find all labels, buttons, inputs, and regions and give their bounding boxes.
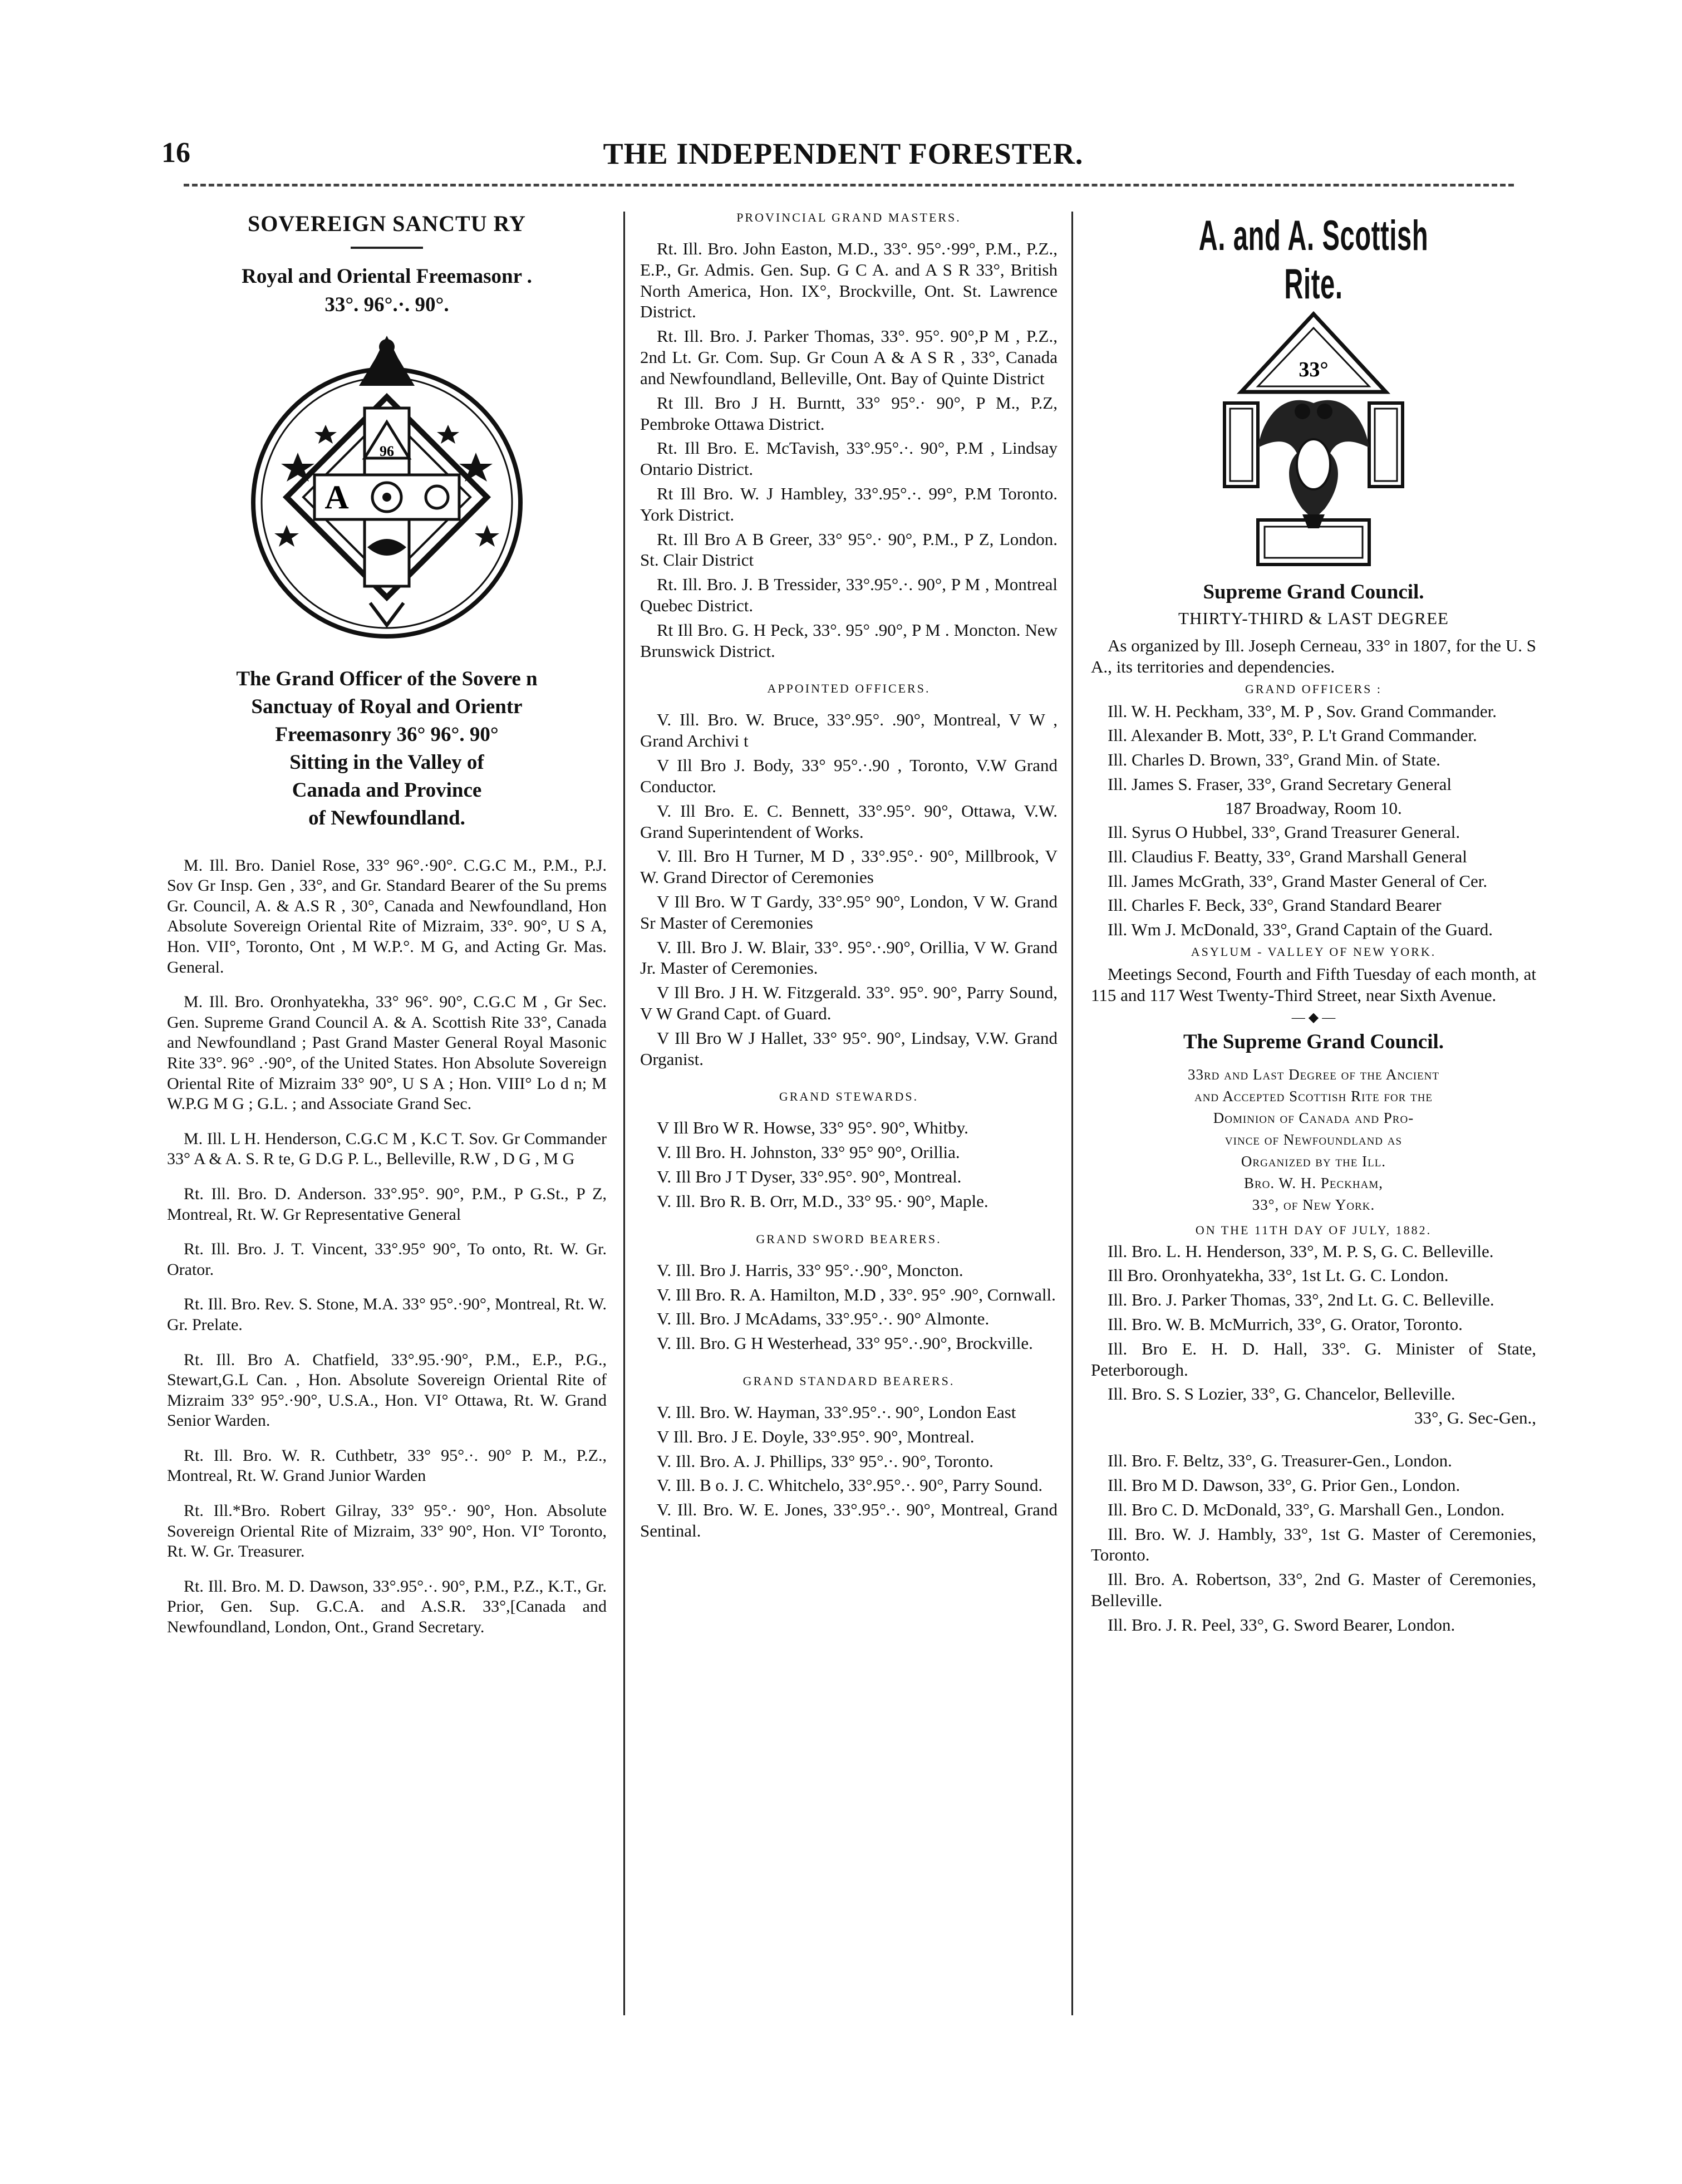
caption-line: of Newfoundland.	[308, 806, 465, 830]
officer-entry: Ill. James S. Fraser, 33°, Grand Secretary General	[1108, 774, 1452, 794]
scottish-rite-title: A. and A. Scottish Rite.	[1198, 212, 1429, 308]
member-entry: Ill. Bro M D. Dawson, 33°, G. Prior Gen., London.	[1108, 1475, 1460, 1495]
officer-entry: Ill. W. H. Peckham, 33°, M. P , Sov. Grand Commander.	[1108, 701, 1497, 721]
officer-entry: V. Ill. Bro R. B. Orr, M.D., 33° 95.· 90°, Maple.	[657, 1191, 988, 1211]
member-entry: Ill. Bro C. D. McDonald, 33°, G. Marshall Gen., London.	[1108, 1499, 1505, 1519]
emblem-letter: A	[324, 479, 349, 516]
officer-entry: Ill. Claudius F. Beatty, 33°, Grand Marshall General	[1108, 846, 1467, 866]
officer-entry: V. Ill Bro. E. C. Bennett, 33°.95°. 90°, Ottawa, V.W. Grand Superintendent of Works.	[640, 801, 1058, 842]
column-divider-1	[623, 212, 625, 2015]
officer-entry: Rt. Ill. Bro A. Chatfield, 33°.95.·90°, P.M., E.P., P.G., Stewart,G.L Can. , Hon. Absolute Sovereign Oriental Rite of Mizraim 33° 95°.·90°, U.S.A., Hon. VI° Ottawa, Rt. W. Grand Senior Warden.	[167, 1350, 607, 1430]
sanctuary-heading: SOVEREIGN SANCTU RY	[248, 211, 526, 236]
officer-entry: V Ill Bro. W T Gardy, 33°.95° 90°, London, V W. Grand Sr Master of Ceremonies	[640, 891, 1058, 933]
officer-entry: Rt Ill Bro. W. J Hambley, 33°.95°.·. 99°, P.M Toronto. York District.	[640, 483, 1058, 524]
emblem-number: 96	[380, 443, 394, 459]
officer-entry: Rt. Ill. Bro. J. B Tressider, 33°.95°.·. 90°, P M , Montreal Quebec District.	[640, 575, 1058, 615]
officer-entry: M. Ill. L H. Henderson, C.G.C M , K.C T. Sov. Gr Commander 33° A & A. S. R te, G D.G P. L., Belleville, R.W , D G , M G	[167, 1129, 607, 1169]
sanctuary-degrees: 33°. 96°.·. 90°.	[324, 293, 449, 316]
caption-line: Sanctuay of Royal and Orientr	[251, 695, 523, 718]
degree-line: Dominion of Canada and Pro-	[1213, 1109, 1414, 1126]
council-address: 187 Broadway, Room 10.	[1225, 798, 1402, 818]
page-number: 16	[161, 137, 190, 169]
officer-entry: V Ill Bro W R. Howse, 33° 95°. 90°, Whitby.	[657, 1118, 968, 1138]
member-entry: Ill. Bro. J. Parker Thomas, 33°, 2nd Lt. G. C. Belleville.	[1108, 1290, 1494, 1310]
officer-entry: V. Ill. Bro. J McAdams, 33°.95°.·. 90° Almonte.	[657, 1309, 990, 1329]
officer-entry: Rt. Ill Bro A B Greer, 33° 95°.· 90°, P.M., P Z, London. St. Clair District	[640, 529, 1058, 570]
officer-entry: V. Ill. Bro. W. Bruce, 33°.95°. .90°, Montreal, V W , Grand Archivi t	[640, 710, 1058, 751]
officer-entry: V. Ill. Bro J. Harris, 33° 95°.·.90°, Moncton.	[657, 1260, 963, 1280]
sanctuary-caption	[167, 665, 607, 832]
caption-line: The Grand Officer of the Sovere n	[236, 668, 538, 690]
member-entry: Ill. Bro. W. B. McMurrich, 33°, G. Orator, Toronto.	[1108, 1314, 1463, 1334]
member-entry: Ill. Bro. J. R. Peel, 33°, G. Sword Bearer, London.	[1108, 1614, 1455, 1635]
officer-entry: V Ill Bro. J H. W. Fitzgerald. 33°. 95°. 90°, Parry Sound, V W Grand Capt. of Guard.	[640, 983, 1058, 1023]
officer-entry: M. Ill. Bro. Oronhyatekha, 33° 96°. 90°, C.G.C M , Gr Sec. Gen. Supreme Grand Council A. & A. Scottish Rite 33°, Canada and Newfoundland ; Past Grand Master General Royal Masonic Rite 33°. 96° .·90°, of the United States. Hon Absolute Sovereign Oriental Rite of Mizraim 33° 90°, U S A ; Hon. VIII° Lo d n; M W.P.G M G ; G.L. ; and Associate Grand Sec.	[167, 993, 607, 1113]
officer-entry: V. Ill Bro J T Dyser, 33°.95°. 90°, Montreal.	[657, 1167, 962, 1187]
officer-entry: Ill. James McGrath, 33°, Grand Master General of Cer.	[1108, 871, 1488, 891]
member-entry: Ill Bro. Oronhyatekha, 33°, 1st Lt. G. C. London.	[1108, 1265, 1449, 1285]
officer-entry: Ill. Wm J. McDonald, 33°, Grand Captain of the Guard.	[1108, 920, 1493, 940]
double-eagle-cross-icon	[1219, 308, 1408, 570]
supreme-council-heading: The Supreme Grand Council.	[1183, 1030, 1444, 1053]
caption-line: Canada and Province	[292, 778, 482, 802]
column-scottish-rite	[1091, 206, 1536, 2054]
column-provincial-masters	[640, 206, 1058, 2054]
officer-entry: Rt Ill Bro. G. H Peck, 33°. 95° .90°, P M . Moncton. New Brunswick District.	[640, 620, 1058, 661]
officer-entry: Ill. Charles D. Brown, 33°, Grand Min. of State.	[1108, 750, 1440, 770]
rite-emblem-icon	[231, 325, 543, 653]
member-entry: Ill. Bro. S. S Lozier, 33°, G. Chancelor, Belleville.	[1108, 1384, 1455, 1404]
degree-block	[1091, 1064, 1536, 1216]
divider	[351, 247, 423, 249]
sec-gen-line: 33°, G. Sec-Gen.,	[1414, 1408, 1536, 1428]
section-heading: ASYLUM - VALLEY OF NEW YORK.	[1191, 944, 1437, 959]
officer-entry: V. Ill Bro. R. A. Hamilton, M.D , 33°. 95° .90°, Cornwall.	[657, 1284, 1056, 1304]
degree-line: vince of Newfoundland as	[1224, 1131, 1403, 1148]
degree-line: Organized by the Ill.	[1241, 1153, 1386, 1170]
section-heading: GRAND STANDARD BEARERS.	[742, 1373, 955, 1388]
date-line: ON THE 11TH DAY OF JULY, 1882.	[1195, 1223, 1432, 1237]
officer-entry: Rt. Ill. Bro. D. Anderson. 33°.95°. 90°, P.M., P G.St., P Z, Montreal, Rt. W. Gr Representative General	[167, 1184, 607, 1224]
member-entry: Ill. Bro. W. J. Hambly, 33°, 1st G. Master of Ceremonies, Toronto.	[1091, 1524, 1536, 1565]
officer-entry: V. Ill. Bro. A. J. Phillips, 33° 95°.·. 90°, Toronto.	[657, 1451, 994, 1471]
officer-entry: Rt. Ill. Bro. Rev. S. Stone, M.A. 33° 95°.·90°, Montreal, Rt. W. Gr. Prelate.	[167, 1295, 607, 1334]
officer-entry: Rt. Ill. Bro. J. T. Vincent, 33°.95° 90°, To onto, Rt. W. Gr. Orator.	[167, 1240, 607, 1279]
ornament-divider: — ◆ —	[1291, 1010, 1336, 1025]
degree-line: 33rd and Last Degree of the Ancient	[1187, 1066, 1440, 1083]
section-heading: GRAND SWORD BEARERS.	[756, 1231, 942, 1246]
officer-entry: V. Ill. Bro. W. Hayman, 33°.95°.·. 90°, London East	[657, 1402, 1016, 1422]
officer-entry: V. Ill. B o. J. C. Whitchelo, 33°.95°.·. 90°, Parry Sound.	[657, 1475, 1043, 1495]
officer-entry: V. Ill. Bro H Turner, M D , 33°.95°.· 90°, Millbrook, V W. Grand Director of Ceremonies	[640, 846, 1058, 887]
header-rule	[184, 184, 1514, 187]
officer-entry: Ill. Charles F. Beck, 33°, Grand Standard Bearer	[1108, 895, 1442, 915]
officer-entry: V. Ill Bro. H. Johnston, 33° 95° 90°, Orillia.	[657, 1142, 960, 1162]
section-heading: PROVINCIAL GRAND MASTERS.	[736, 210, 961, 224]
member-entry: Ill. Bro. A. Robertson, 33°, 2nd G. Master of Ceremonies, Belleville.	[1091, 1569, 1536, 1611]
officer-entry: Rt. Ill.*Bro. Robert Gilray, 33° 95°.· 90°, Hon. Absolute Sovereign Oriental Rite of Mizraim, 33° 90°, Hon. VI° Toronto, Rt. W. Gr. Treasurer.	[167, 1501, 607, 1561]
column-sovereign-sanctuary	[167, 206, 607, 2054]
caption-line: Sitting in the Valley of	[289, 750, 484, 774]
degree-line: 33°, of New York.	[1252, 1196, 1375, 1214]
caption-line: Freemasonry 36° 96°. 90°	[275, 723, 499, 746]
degree-line: Bro. W. H. Peckham,	[1243, 1175, 1384, 1192]
section-heading: APPOINTED OFFICERS.	[767, 681, 931, 696]
emblem-degree: 33°	[1299, 358, 1329, 381]
officer-entry: Rt. Ill. Bro. W. R. Cuthbetr, 33° 95°.·. 90° P. M., P.Z., Montreal, Rt. W. Grand Junior Warden	[167, 1446, 607, 1485]
officer-entry: Rt. Ill. Bro. J. Parker Thomas, 33°. 95°. 90°,P M , P.Z., 2nd Lt. Gr. Com. Sup. Gr Coun A & A S R , 33°, Canada and Newfoundland, Belleville, Ont. Bay of Quinte District	[640, 326, 1058, 388]
supreme-grand-council-heading: Supreme Grand Council.	[1203, 581, 1424, 603]
member-entry: Ill. Bro. L. H. Henderson, 33°, M. P. S, G. C. Belleville.	[1108, 1241, 1494, 1261]
degree-line: THIRTY-THIRD & LAST DEGREE	[1178, 608, 1449, 628]
sanctuary-subheading: Royal and Oriental Freemasonr .	[242, 265, 532, 288]
officer-entry: M. Ill. Bro. Daniel Rose, 33° 96°.·90°. C.G.C M., P.M., P.J. Sov Gr Insp. Gen , 33°, and Gr. Standard Bearer of the Su prems Gr. Council, A. & A.S R , 30°, Canada and Newfoundland, Hon Absolute Sovereign Oriental Rite of Mizraim, 33°. 90°, U S A, Hon. VII°, Toronto, Ont , M W.P.°. M G, and Acting Gr. Mas. General.	[167, 856, 607, 976]
officer-entry: V Ill Bro J. Body, 33° 95°.·.90 , Toronto, V.W Grand Conductor.	[640, 755, 1058, 796]
officer-entry: Rt. Ill. Bro. John Easton, M.D., 33°. 95°.·99°, P.M., P.Z., E.P., Gr. Admis. Gen. Sup. G C A. and A S R 33°, British North America, Hon. IX°, Brockville, Ont. St. Lawrence District.	[640, 239, 1058, 322]
officer-entry: Rt Ill. Bro J H. Burntt, 33° 95°.· 90°, P M., P.Z, Pembroke Ottawa District.	[640, 392, 1058, 434]
degree-line: and Accepted Scottish Rite for the	[1194, 1087, 1433, 1105]
council-intro: As organized by Ill. Joseph Cerneau, 33° in 1807, for the U. S A., its territories and dependencies.	[1091, 636, 1536, 676]
member-entry: Ill. Bro E. H. D. Hall, 33°. G. Minister of State, Peterborough.	[1091, 1338, 1536, 1380]
section-heading: GRAND OFFICERS :	[1245, 681, 1383, 696]
officer-entry: Ill. Syrus O Hubbel, 33°, Grand Treasurer General.	[1108, 822, 1460, 842]
member-entry: Ill. Bro. F. Beltz, 33°, G. Treasurer-Gen., London.	[1108, 1451, 1452, 1471]
officer-entry: V Ill Bro W J Hallet, 33° 95°. 90°, Lindsay, V.W. Grand Organist.	[640, 1028, 1058, 1069]
officer-entry: V. Ill. Bro. W. E. Jones, 33°.95°.·. 90°, Montreal, Grand Sentinal.	[640, 1500, 1058, 1540]
officer-entry: V Ill. Bro. J E. Doyle, 33°.95°. 90°, Montreal.	[657, 1426, 975, 1446]
page-title: THE INDEPENDENT FORESTER.	[603, 137, 1084, 170]
meetings-info: Meetings Second, Fourth and Fifth Tuesday of each month, at 115 and 117 West Twenty-Third Street, near Sixth Avenue.	[1091, 964, 1536, 1005]
officer-entry: V. Ill. Bro. G H Westerhead, 33° 95°.·.90°, Brockville.	[657, 1333, 1033, 1353]
officer-entry: V. Ill. Bro J. W. Blair, 33°. 95°.·.90°, Orillia, V W. Grand Jr. Master of Ceremonies.	[640, 937, 1058, 978]
officer-entry: Rt. Ill. Bro. M. D. Dawson, 33°.95°.·. 90°, P.M., P.Z., K.T., Gr. Prior, Gen. Sup. G.C.A. and A.S.R. 33°,[Canada and Newfoundland, London, Ont., Grand Secretary.	[167, 1577, 607, 1637]
officer-entry: Ill. Alexander B. Mott, 33°, P. L't Grand Commander.	[1108, 725, 1477, 745]
section-heading: GRAND STEWARDS.	[779, 1089, 919, 1104]
page-header	[161, 136, 1525, 187]
column-divider-2	[1071, 212, 1073, 2015]
officer-entry: Rt. Ill Bro. E. McTavish, 33°.95°.·. 90°, P.M , Lindsay Ontario District.	[640, 438, 1058, 479]
